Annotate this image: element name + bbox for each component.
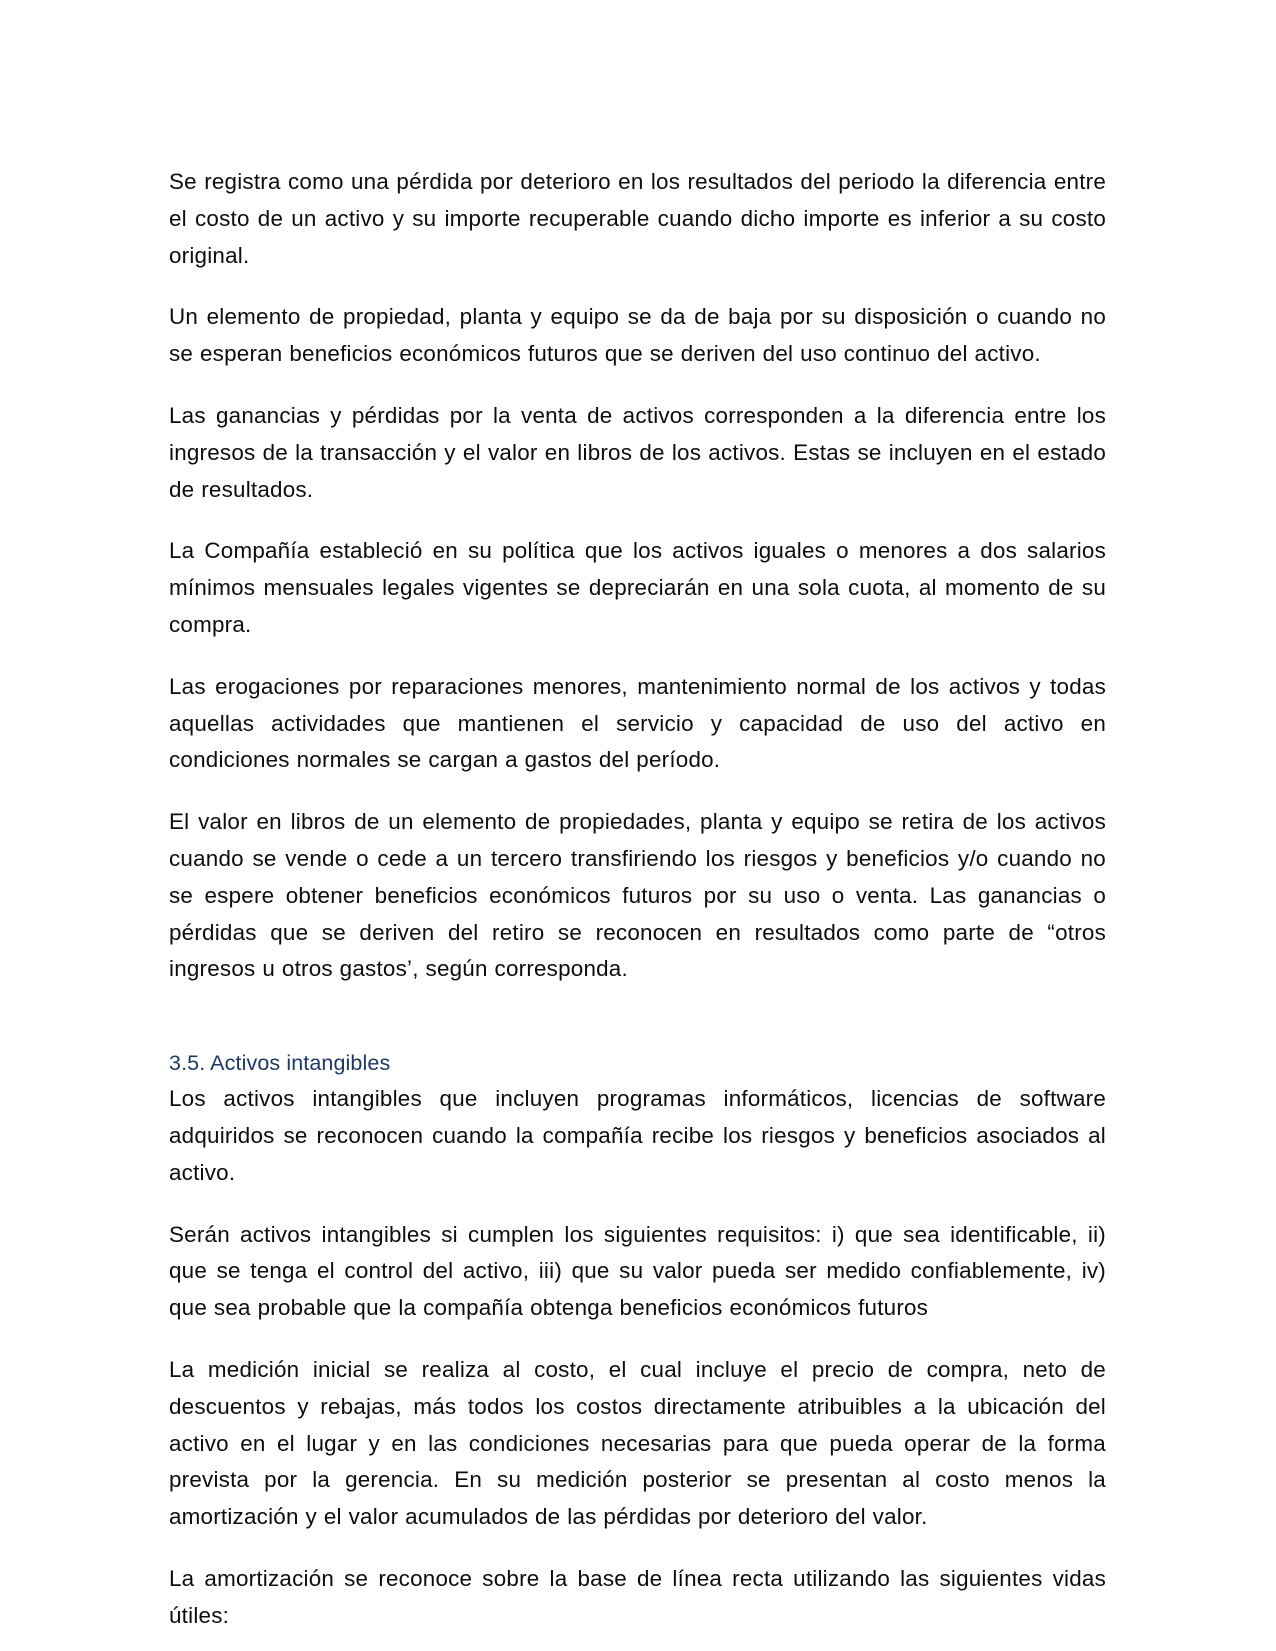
paragraph-derecognition: Un elemento de propiedad, planta y equipo se da de baja por su disposición o cuando no se esperan beneficios económicos futuros que se deriven del uso continuo del activo. xyxy=(169,304,1106,367)
paragraph-impairment-loss: Se registra como una pérdida por deterioro en los resultados del periodo la diferencia entre el costo de un activo y su importe recuperable cuando dicho importe es inferior a su costo original. xyxy=(169,169,1106,268)
paragraph-carrying-amount-retirement: El valor en libros de un elemento de propiedades, planta y equipo se retira de los activos cuando se vende o cede a un tercero transfiriendo los riesgos y beneficios y/o cuando no se espere obtener beneficios económicos futuros por su uso o venta. Las ganancias o pérdidas que se deriven del retiro se reconocen en resultados como parte de “otros ingresos u otros gastos’, según corresponda. xyxy=(169,809,1106,982)
paragraph-amortization-useful-lives: La amortización se reconoce sobre la base de línea recta utilizando las siguientes vidas útiles: xyxy=(169,1565,1106,1628)
paragraph-gains-losses-on-sale: Las ganancias y pérdidas por la venta de activos corresponden a la diferencia entre los ingresos de la transacción y el valor en libros de los activos. Estas se incluyen en el estado de resultados. xyxy=(169,402,1106,502)
paragraph-minor-repairs-expenses: Las erogaciones por reparaciones menores, mantenimiento normal de los activos y todas aquellas actividades que mantienen el servicio y capacidad de uso del activo en condiciones normales se cargan a gastos del período. xyxy=(169,673,1106,773)
page-content xyxy=(169,164,1106,1651)
paragraph-company-policy-minimum-wage: La Compañía estableció en su política que los activos iguales o menores a dos salarios mínimos mensuales legales vigentes se depreciarán en una sola cuota, al momento de su compra. xyxy=(169,538,1106,637)
paragraph-initial-measurement: La medición inicial se realiza al costo, el cual incluye el precio de compra, neto de descuentos y rebajas, más todos los costos directamente atribuibles a la ubicación del activo en el lugar y en las condiciones necesarias para que pueda operar de la forma prevista por la gerencia. En su medición posterior se presentan al costo menos la amortización y el valor acumulados de las pérdidas por deterioro del valor. xyxy=(169,1356,1106,1530)
paragraph-intangibles-requirements: Serán activos intangibles si cumplen los siguientes requisitos: i) que sea identificable, ii) que se tenga el control del activo, iii) que su valor pueda ser medido confiablemente, iv) que sea probable que la compañía obtenga beneficios económicos futuros xyxy=(169,1221,1106,1321)
section-spacer xyxy=(169,988,1106,1048)
section-heading-intangible-assets: 3.5. Activos intangibles xyxy=(169,1051,391,1076)
paragraph-intangibles-recognition: Los activos intangibles que incluyen programas informáticos, licencias de software adquiridos se reconocen cuando la compañía recibe los riesgos y beneficios asociados al activo. xyxy=(169,1086,1106,1185)
